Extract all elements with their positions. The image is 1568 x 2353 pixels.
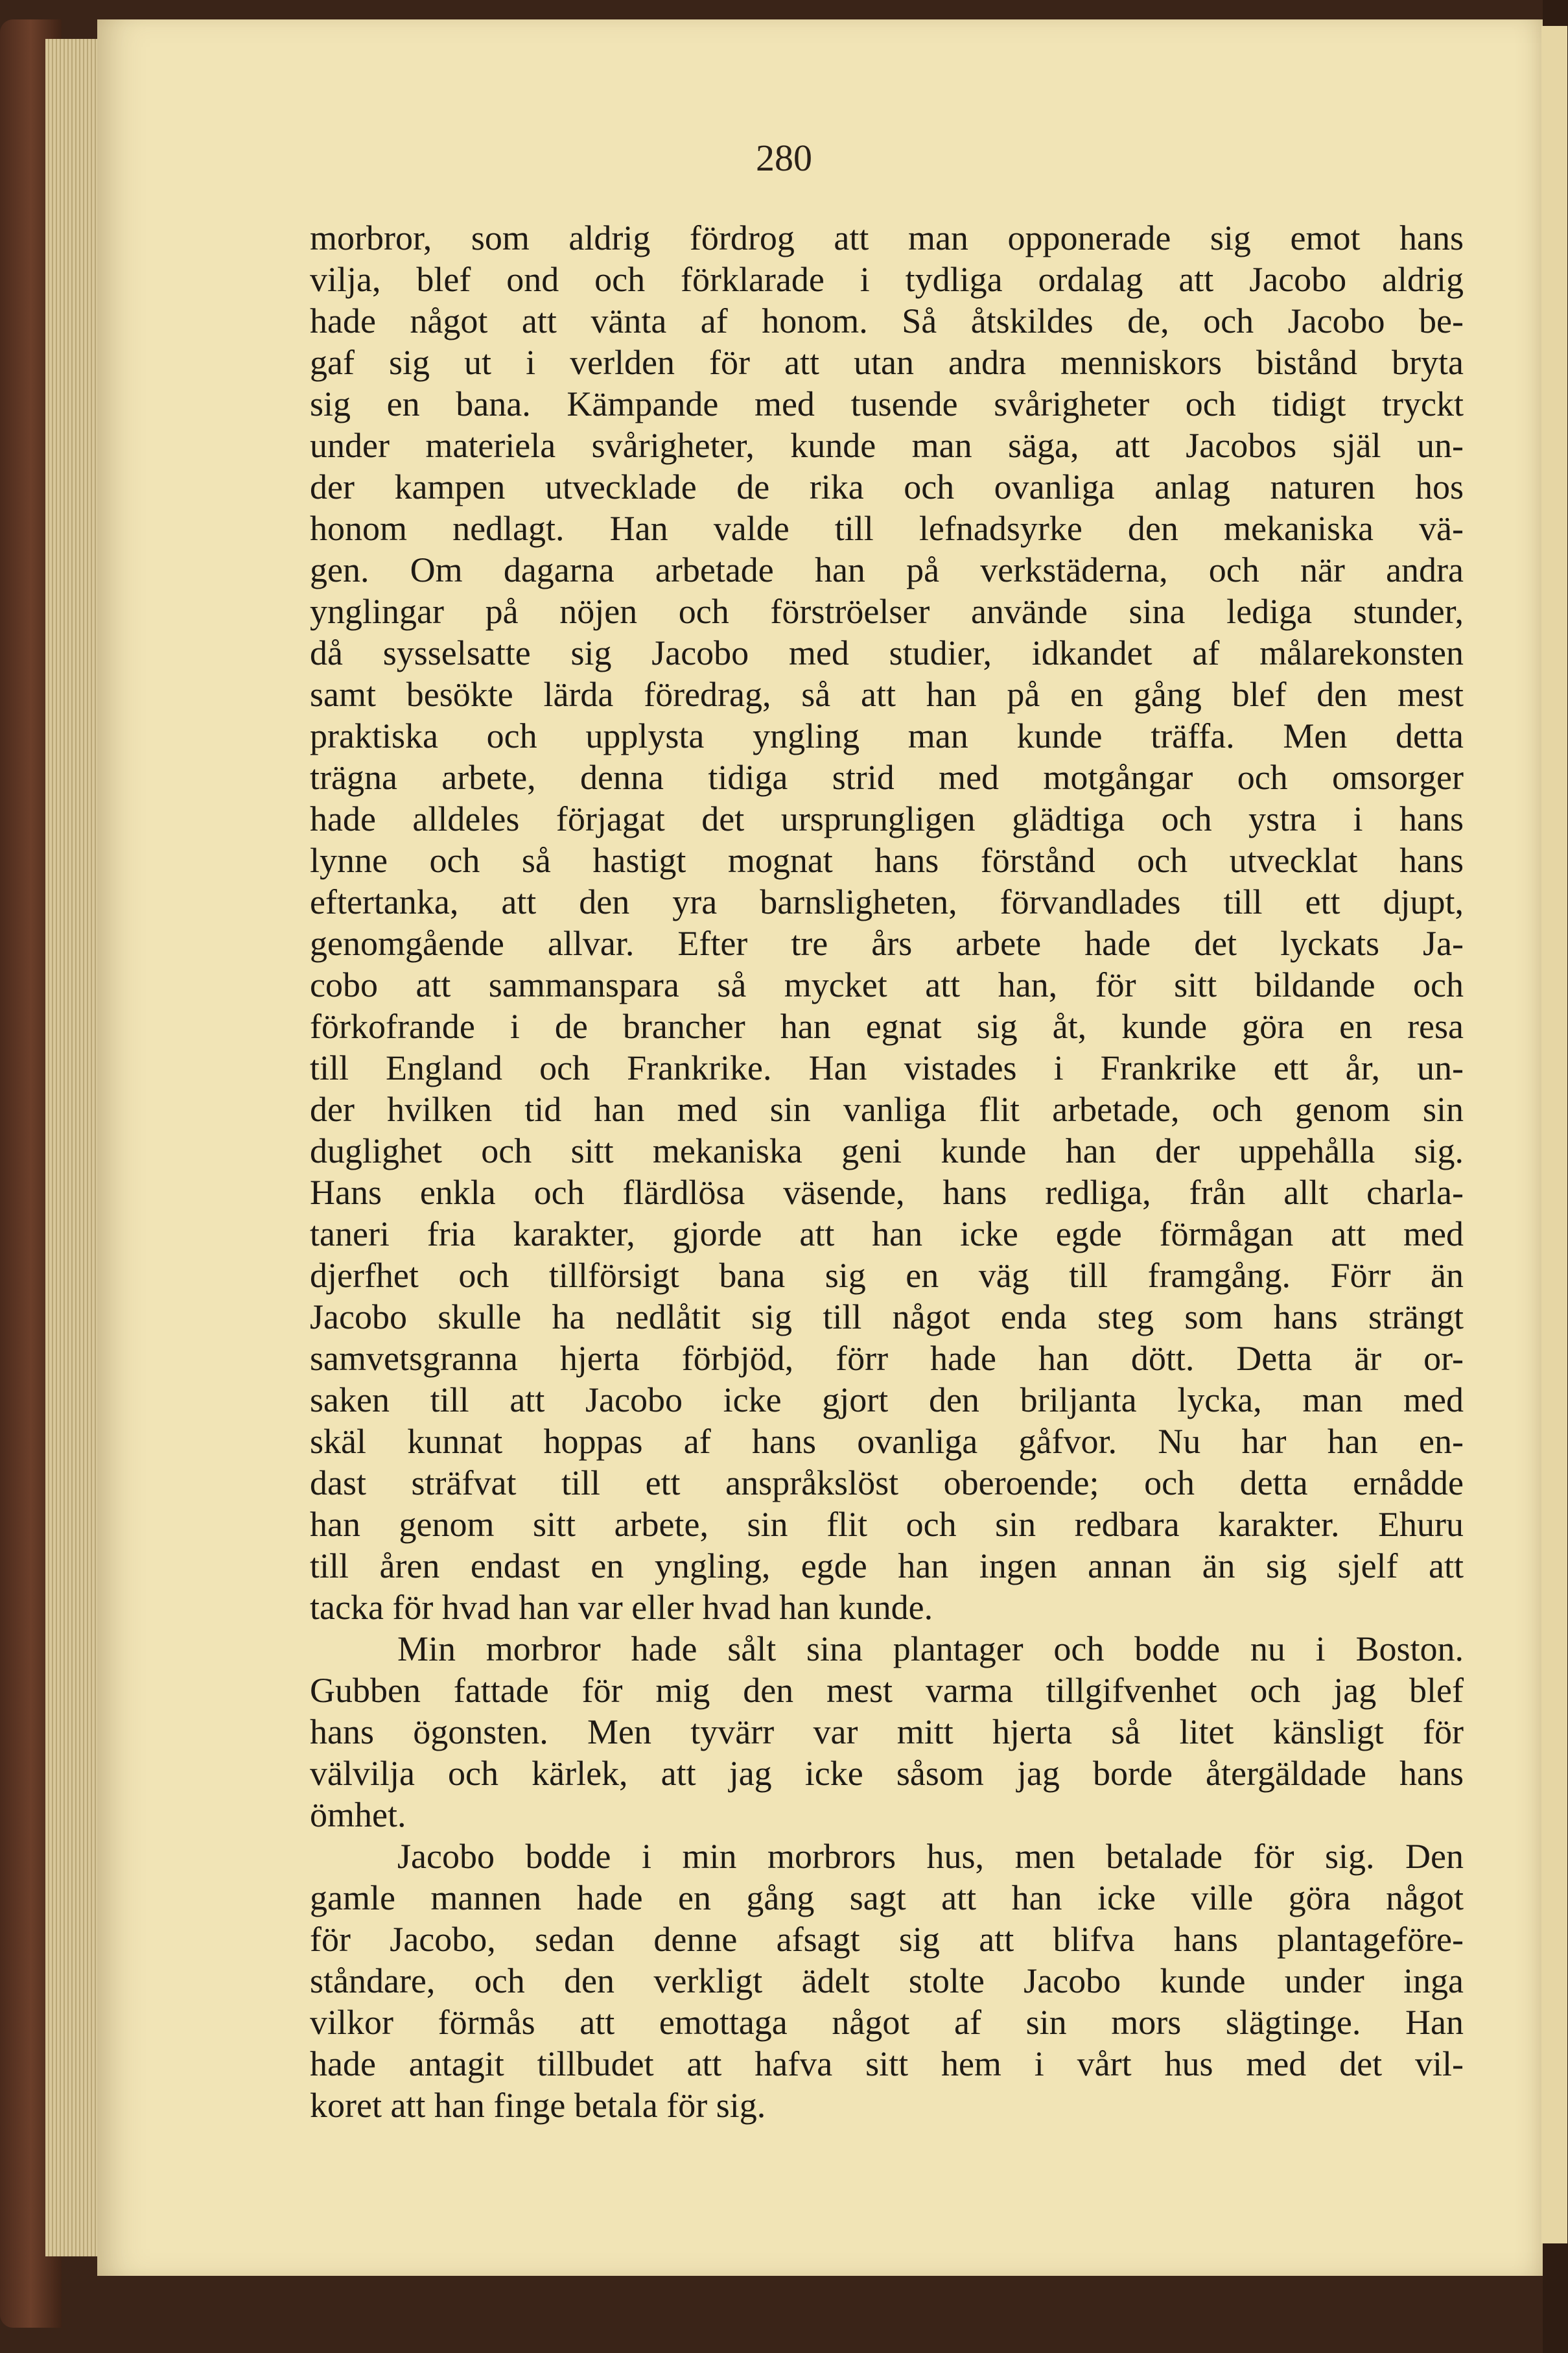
text-line: Gubben fattade för mig den mest varma tillgifvenhet och jag blef <box>310 1671 1464 1710</box>
text-line: dast sträfvat till ett anspråkslöst oberoende; och detta ernådde <box>310 1463 1464 1502</box>
text-line: Min morbror hade sålt sina plantager och bodde nu i Boston. <box>397 1629 1464 1668</box>
text-line: ömhet. <box>310 1795 406 1834</box>
text-line: samvetsgranna hjerta förbjöd, förr hade han dött. Detta är or- <box>310 1339 1464 1378</box>
text-line: sig en bana. Kämpande med tusende svårigheter och tidigt tryckt <box>310 384 1464 423</box>
text-line: hade alldeles förjagat det ursprungligen glädtiga och ystra i hans <box>310 799 1464 838</box>
paragraph <box>310 1628 1464 1836</box>
text-line: morbror, som aldrig fördrog att man opponerade sig emot hans <box>310 219 1464 257</box>
text-line: Jacobo bodde i min morbrors hus, men betalade för sig. Den <box>397 1837 1464 1876</box>
text-line: eftertanka, att den yra barnsligheten, förvandlades till ett djupt, <box>310 882 1464 921</box>
text-line: honom nedlagt. Han valde till lefnadsyrke den mekaniska vä- <box>310 509 1464 548</box>
text-line: saken till att Jacobo icke gjort den briljanta lycka, man med <box>310 1380 1464 1419</box>
text-line: under materiela svårigheter, kunde man säga, att Jacobos själ un- <box>310 426 1464 465</box>
text-line: gamle mannen hade en gång sagt att han icke ville göra något <box>310 1878 1464 1917</box>
paragraph <box>310 217 1464 1628</box>
text-line: duglighet och sitt mekaniska geni kunde han der uppehålla sig. <box>310 1131 1464 1170</box>
text-line: då sysselsatte sig Jacobo med studier, idkandet af målarekonsten <box>310 633 1464 672</box>
text-line: vilkor förmås att emottaga något af sin mors slägtinge. Han <box>310 2003 1464 2042</box>
paragraph <box>310 1836 1464 2126</box>
text-line: gen. Om dagarna arbetade han på verkstäderna, och när andra <box>310 550 1464 589</box>
text-line: för Jacobo, sedan denne afsagt sig att blifva hans plantageföre- <box>310 1920 1464 1959</box>
body-text <box>310 217 1464 2126</box>
text-line: välvilja och kärlek, att jag icke såsom jag borde återgäldade hans <box>310 1754 1464 1793</box>
text-line: tacka för hvad han var eller hvad han kunde. <box>310 1588 933 1627</box>
text-line: vilja, blef ond och förklarade i tydliga ordalag att Jacobo aldrig <box>310 260 1464 299</box>
text-line: praktiska och upplysta yngling man kunde träffa. Men detta <box>310 716 1464 755</box>
text-line: hans ögonsten. Men tyvärr var mitt hjerta så litet känsligt för <box>310 1712 1464 1751</box>
text-line: lynne och så hastigt mognat hans förstånd och utvecklat hans <box>310 841 1464 880</box>
text-line: djerfhet och tillförsigt bana sig en väg till framgång. Förr än <box>310 1256 1464 1295</box>
text-line: till åren endast en yngling, egde han ingen annan än sig sjelf att <box>310 1546 1464 1585</box>
text-line: taneri fria karakter, gjorde att han icke egde förmågan att med <box>310 1214 1464 1253</box>
text-line: förkofrande i de brancher han egnat sig åt, kunde göra en resa <box>310 1007 1464 1046</box>
text-line: hade något att vänta af honom. Så åtskildes de, och Jacobo be- <box>310 302 1464 340</box>
text-line: skäl kunnat hoppas af hans ovanliga gåfvor. Nu har han en- <box>310 1422 1464 1461</box>
text-line: trägna arbete, denna tidiga strid med motgångar och omsorger <box>310 758 1464 797</box>
text-line: der kampen utvecklade de rika och ovanliga anlag naturen hos <box>310 467 1464 506</box>
text-line: genomgående allvar. Efter tre års arbete hade det lyckats Ja- <box>310 924 1464 963</box>
text-line: han genom sitt arbete, sin flit och sin redbara karakter. Ehuru <box>310 1505 1464 1544</box>
text-line: Jacobo skulle ha nedlåtit sig till något enda steg som hans strängt <box>310 1297 1464 1336</box>
text-line: Hans enkla och flärdlösa väsende, hans redliga, från allt charla- <box>310 1173 1464 1212</box>
text-line: cobo att sammanspara så mycket att han, för sitt bildande och <box>310 965 1464 1004</box>
text-line: ståndare, och den verkligt ädelt stolte Jacobo kunde under inga <box>310 1961 1464 2000</box>
text-line: gaf sig ut i verlden för att utan andra menniskors bistånd bryta <box>310 343 1464 382</box>
facing-page-edge <box>1541 26 1567 2243</box>
text-line: koret att han finge betala för sig. <box>310 2086 766 2125</box>
page-number: 280 <box>756 137 812 179</box>
text-line: till England och Frankrike. Han vistades i Frankrike ett år, un- <box>310 1048 1464 1087</box>
text-line: hade antagit tillbudet att hafva sitt hem i vårt hus med det vil- <box>310 2044 1464 2083</box>
text-line: samt besökte lärda föredrag, så att han på en gång blef den mest <box>310 675 1464 714</box>
text-line: der hvilken tid han med sin vanliga flit arbetade, och genom sin <box>310 1090 1464 1129</box>
text-line: ynglingar på nöjen och förströelser använde sina lediga stunder, <box>310 592 1464 631</box>
